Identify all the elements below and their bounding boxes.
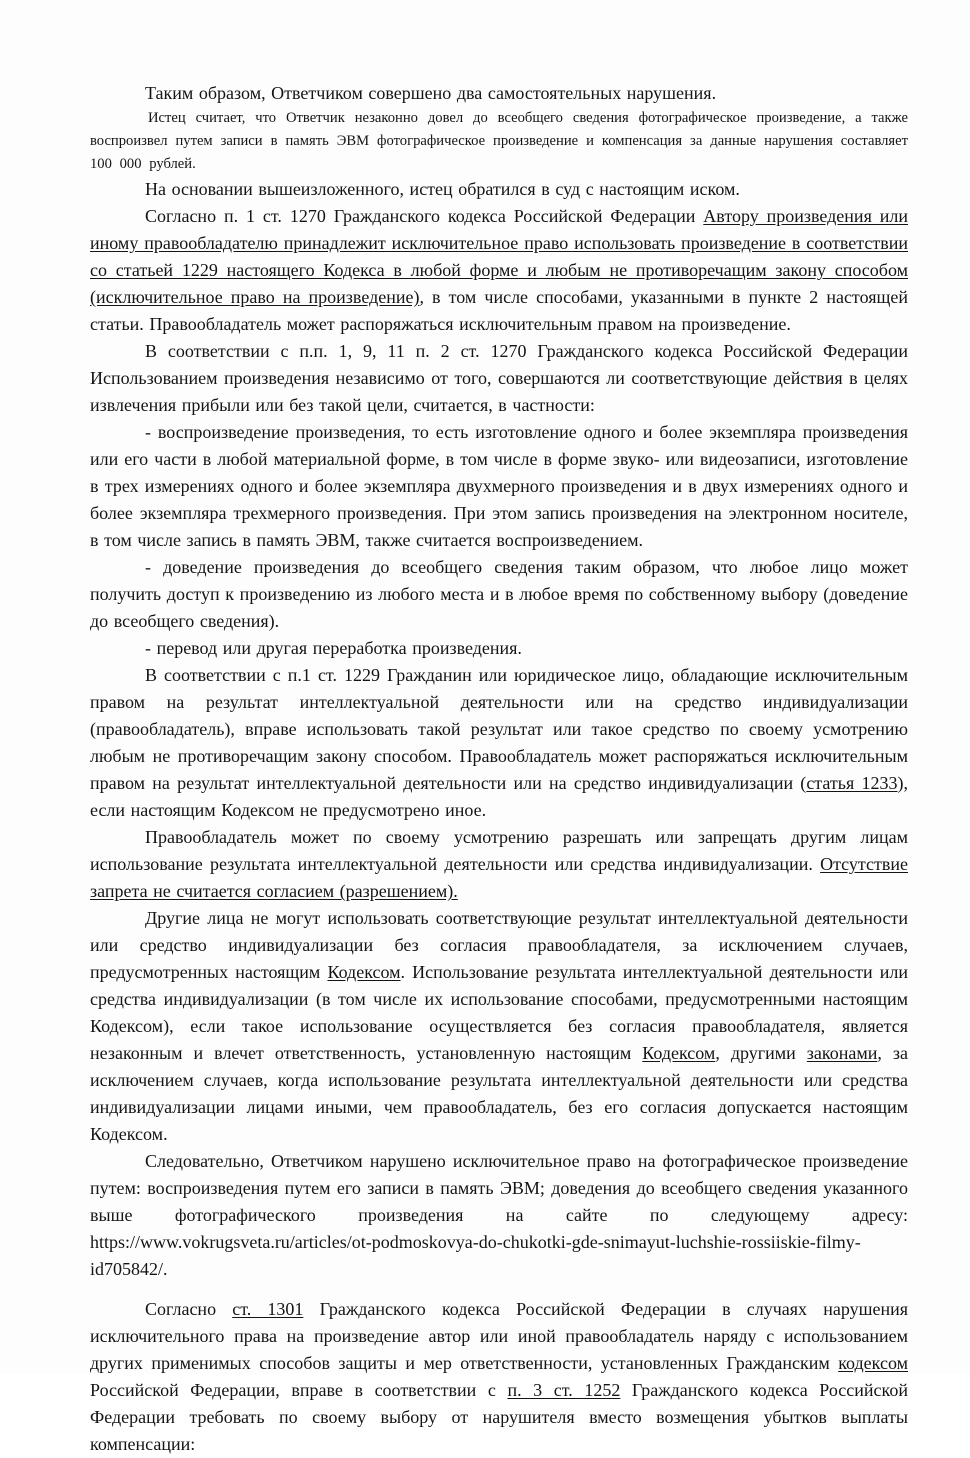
text-run: В соответствии с п.1 ст. 1229 Гражданин или юридическое лицо, обладающие исключительным правом на результат интеллектуальной деятельности или на средство индивидуализации (правообладатель), вправе использовать такой результат или такое средство по своему усмотрению любым не противоречащим закону способом. Правообладатель может распоряжаться исключительным правом на результат интеллектуальной деятельности или на средство индивидуализации ( xyxy=(90,665,908,793)
text-run: - перевод или другая переработка произведения. xyxy=(145,638,522,658)
text-run: - воспроизведение произведения, то есть изготовление одного и более экземпляра произведения или его части в любой материальной форме, в том числе в форме звуко- или видеозаписи, изготовление в трех измерениях одного и более экземпляра двухмерного произведения и в двух измерениях одного и более экземпляра трехмерного произведения. При этом запись произведения на электронном носителе, в том числе запись в память ЭВМ, также считается воспроизведением. xyxy=(90,422,908,550)
text-run: Таким образом, Ответчиком совершено два самостоятельных нарушения. xyxy=(145,83,717,103)
paragraph xyxy=(90,107,908,176)
text-run: Следовательно, Ответчиком нарушено исключительное право на фотографическое произведение путем: воспроизведения путем его записи в память ЭВМ; доведения до всеобщего сведения указанного выше фотографического произведения на сайте по следующему адресу: https://www.vokrugsveta.ru/articles/ot-podmoskovya-do-chukotki-gde-snimayut-luchshie-rossiiskie-filmy-id705842/. xyxy=(90,1151,908,1279)
paragraph xyxy=(90,905,908,1148)
paragraph xyxy=(90,80,908,107)
paragraph xyxy=(90,1148,908,1283)
underlined-text: Автору произведения или иному правообладателю принадлежит исключительное право использовать произведение в соответствии со статьей 1229 настоящего Кодекса в любой форме и любым не противоречащим закону способом (исключительное право на произведение) xyxy=(90,206,908,307)
text-run: , в том числе способами, указанными в пункте 2 настоящей статьи. Правообладатель может распоряжаться исключительным правом на произведение. xyxy=(90,287,908,334)
text-run: Истец считает, что Ответчик незаконно довел до всеобщего сведения фотографическое произведение, а также воспроизвел путем записи в память ЭВМ фотографическое произведение и компенсация за данные нарушения составляет 100 000 рублей. xyxy=(90,110,908,172)
document-body xyxy=(90,80,908,1458)
underlined-text: п. 3 ст. 1252 xyxy=(507,1380,621,1400)
underlined-text: ст. 1301 xyxy=(232,1299,304,1319)
text-run: Правообладатель может по своему усмотрению разрешать или запрещать другим лицам использование результата интеллектуальной деятельности или средства индивидуализации. xyxy=(90,827,908,874)
text-run: Гражданского кодекса Российской Федерации требовать по своему выбору от нарушителя вместо возмещения убытков выплаты компенсации: xyxy=(90,1380,908,1454)
underlined-text: Отсутствие запрета не считается согласием (разрешением). xyxy=(90,854,908,901)
paragraph xyxy=(90,419,908,554)
text-run: ), если настоящим Кодексом не предусмотрено иное. xyxy=(90,773,908,820)
paragraph xyxy=(90,1296,908,1458)
paragraph xyxy=(90,203,908,338)
paragraph xyxy=(90,635,908,662)
paragraph xyxy=(90,338,908,419)
paragraph xyxy=(90,824,908,905)
text-run: Согласно п. 1 ст. 1270 Гражданского кодекса Российской Федерации xyxy=(145,206,704,226)
text-run: , за исключением случаев, когда использование результата интеллектуальной деятельности или средства индивидуализации лицами иными, чем правообладатель, без его согласия допускается настоящим Кодексом. xyxy=(90,1043,908,1144)
underlined-text: Кодексом xyxy=(327,962,401,982)
text-run: В соответствии с п.п. 1, 9, 11 п. 2 ст. 1270 Гражданского кодекса Российской Федерации Использованием произведения независимо от того, совершаются ли соответствующие действия в целях извлечения прибыли или без такой цели, считается, в частности: xyxy=(90,341,908,415)
underlined-text: кодексом xyxy=(838,1353,908,1373)
text-run: . Использование результата интеллектуальной деятельности или средства индивидуализации (в том числе их использование способами, предусмотренными настоящим Кодексом), если такое использование осуществляется без согласия правообладателя, является незаконным и влечет ответственность, установленную настоящим xyxy=(90,962,908,1063)
text-run: Российской Федерации, вправе в соответствии с xyxy=(90,1380,508,1400)
text-run: , другими xyxy=(715,1043,807,1063)
text-run: На основании вышеизложенного, истец обратился в суд с настоящим иском. xyxy=(145,179,740,199)
paragraph xyxy=(90,662,908,824)
text-run: Гражданского кодекса Российской Федерации в случаях нарушения исключительного права на произведение автор или иной правообладатель наряду с использованием других применимых способов защиты и мер ответственности, установленных Гражданским xyxy=(90,1299,908,1373)
paragraph xyxy=(90,176,908,203)
text-run: Согласно xyxy=(145,1299,233,1319)
underlined-text: Кодексом xyxy=(642,1043,716,1063)
text-run: Другие лица не могут использовать соответствующие результат интеллектуальной деятельности или средство индивидуализации без согласия правообладателя, за исключением случаев, предусмотренных настоящим xyxy=(90,908,908,982)
text-run: - доведение произведения до всеобщего сведения таким образом, что любое лицо может получить доступ к произведению из любого места и в любое время по собственному выбору (доведение до всеобщего сведения). xyxy=(90,557,908,631)
underlined-text: статья 1233 xyxy=(806,773,898,793)
paragraph xyxy=(90,554,908,635)
underlined-text: законами xyxy=(806,1043,878,1063)
